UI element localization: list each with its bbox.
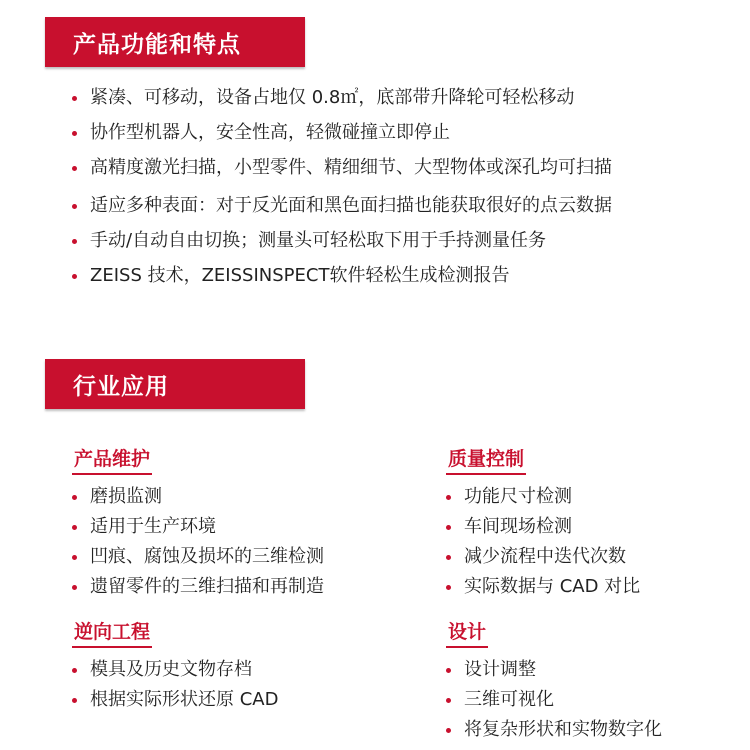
reverse-engineering-title: 逆向工程 [72, 617, 152, 648]
list-item: 功能尺寸检测 [446, 485, 640, 509]
bullet-icon [446, 555, 451, 560]
industry-section-title: 行业应用 [73, 373, 169, 400]
design-list [446, 658, 662, 742]
quality-title: 质量控制 [446, 444, 526, 475]
feature-item: ZEISS 技术，ZEISSINSPECT软件轻松生成检测报告 [72, 264, 712, 288]
list-item: 模具及历史文物存档 [72, 658, 278, 682]
bullet-icon [72, 495, 77, 500]
feature-item: 高精度激光扫描，小型零件、精细细节、大型物体或深孔均可扫描 [72, 156, 712, 180]
bullet-icon [72, 131, 77, 136]
bullet-icon [72, 698, 77, 703]
design-title: 设计 [446, 617, 488, 648]
bullet-icon [72, 239, 77, 244]
bullet-icon [72, 166, 77, 171]
list-item: 实际数据与 CAD 对比 [446, 575, 640, 599]
bullet-icon [72, 668, 77, 673]
bullet-icon [72, 204, 77, 209]
feature-item: 协作型机器人，安全性高，轻微碰撞立即停止 [72, 121, 712, 145]
list-item: 车间现场检测 [446, 515, 640, 539]
list-item: 凹痕、腐蚀及损坏的三维检测 [72, 545, 324, 569]
bullet-icon [446, 698, 451, 703]
reverse-engineering-section [72, 617, 278, 718]
maintenance-section [72, 444, 324, 605]
maintenance-list [72, 485, 324, 599]
feature-item: 手动/自动自由切换；测量头可轻松取下用于手持测量任务 [72, 229, 712, 253]
design-section [446, 617, 662, 748]
maintenance-title: 产品维护 [72, 444, 152, 475]
bullet-icon [72, 274, 77, 279]
feature-item: 紧凑、可移动，设备占地仅 0.8㎡，底部带升降轮可轻松移动 [72, 86, 712, 110]
list-item: 磨损监测 [72, 485, 324, 509]
bullet-icon [72, 585, 77, 590]
bullet-icon [446, 728, 451, 733]
bullet-icon [72, 525, 77, 530]
bullet-icon [72, 96, 77, 101]
bullet-icon [446, 585, 451, 590]
list-item: 将复杂形状和实物数字化 [446, 718, 662, 742]
list-item: 设计调整 [446, 658, 662, 682]
features-section-banner [45, 17, 305, 67]
quality-list [446, 485, 640, 599]
list-item: 适用于生产环境 [72, 515, 324, 539]
bullet-icon [446, 668, 451, 673]
list-item: 遗留零件的三维扫描和再制造 [72, 575, 324, 599]
bullet-icon [446, 525, 451, 530]
features-list [72, 86, 712, 288]
bullet-icon [446, 495, 451, 500]
list-item: 根据实际形状还原 CAD [72, 688, 278, 712]
list-item: 减少流程中迭代次数 [446, 545, 640, 569]
bullet-icon [72, 555, 77, 560]
feature-item: 适应多种表面：对于反光面和黑色面扫描也能获取很好的点云数据 [72, 194, 712, 218]
industry-section-banner [45, 359, 305, 409]
reverse-engineering-list [72, 658, 278, 712]
features-section-title: 产品功能和特点 [73, 31, 241, 58]
quality-section [446, 444, 640, 605]
list-item: 三维可视化 [446, 688, 662, 712]
